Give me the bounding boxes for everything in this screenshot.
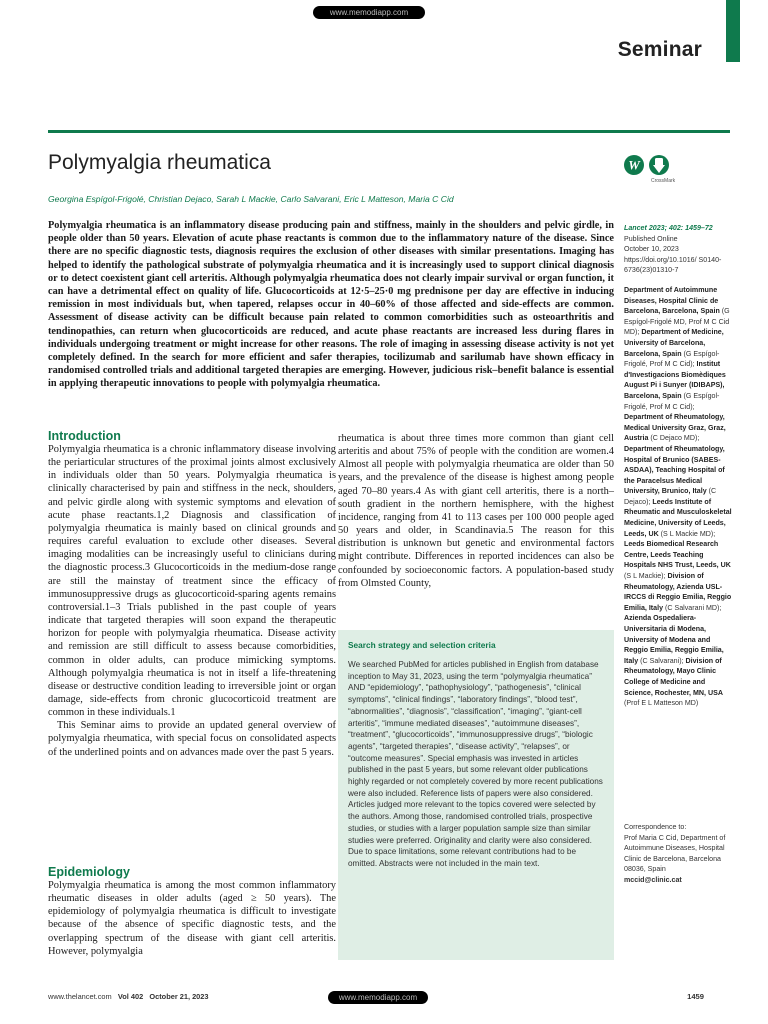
published-online-label: Published Online — [624, 234, 678, 243]
affiliation-name: Division of Rheumatology, Azienda USL-IRCCS di Reggio Emilia, Reggio Emilia, Italy — [624, 572, 732, 612]
article-icons — [622, 152, 676, 188]
affiliation-name: Department of Rheumatology, Hospital of Brunico (SABES-ASDAA), Teaching Hospital of the Paracelsus Medical University, Brunico, Italy — [624, 444, 725, 496]
citation-block — [624, 223, 734, 276]
affiliation-people: (G Espígol-Frigolé MD, Prof M C Cid MD); — [624, 307, 730, 337]
published-date: October 10, 2023 — [624, 245, 679, 254]
introduction-paragraph: Polymyalgia rheumatica is a chronic inflammatory disease involving the periarticular structures of the proximal joints almost exclusively in individuals older than 50 years. Polymyalgia rheumatica is clinically characterised by pain and stiffness in the neck, shoulders, and pelvic girdle along with systemic symptoms and elevation of acute phase reactants.1,2 Diagnosis and classification of polymyalgia rheumatica is mainly based on clinical grounds and requires careful evaluation to exclude other diseases. Several imaging modalities can be increasingly useful to clinicians during the diagnostic process.3 Glucocorticoids in the medium-dose range are still the mainstay of treatment since the efficacy of immunosuppressive drugs as glucocorticoid-sparing agents remains controversial.1–3 Trials published in the past couple of years indicate that targeted therapies will soon expand the therapeutic horizon for people with polymyalgia rheumatica. Disease activity and remission are still difficult to assess because comorbidities, common in older adults, can produce mimicking symptoms. Although polymyalgia rheumatica is not in itself a life-threatening disease or destructive condition leading to irreversible joint or organ damage, side-effects from chronic glucocorticoid treatment are common in these individuals.1 — [48, 444, 336, 719]
section-label: Seminar — [617, 38, 702, 61]
search-strategy-box — [338, 630, 614, 960]
correspondence-address: Prof Maria C Cid, Department of Autoimmune Diseases, Hospital Clinic de Barcelona, Barcelona 08036, Spain — [624, 833, 726, 874]
watermark-top: www.memodiapp.com — [313, 6, 425, 19]
epidemiology-section — [48, 865, 336, 958]
search-strategy-text: We searched PubMed for articles published in English from database inception to May 31, 2023, using the term “polymyalgia rheumatica” AND “epidemiology”, “pathophysiology”, “pathogenesis”, “clinical symptoms”, “clinical findings”, “laboratory findings”, “blood test”, “abnormalities”, “diagnosis”, “classification”, “imaging”, “giant-cell arteritis”, “immune mediated diseases”, “autoimmune diseases”, “treatment”, “glucocorticoids”, “immunosuppressive drugs”, “biologic agents”, “targeted therapies”, “disease activity”, “relapses”, or “outcome measures”. Special emphasis was invested in articles published in the past 5 years, but some relevant older publications highly regarded or not completely covered by more recent publications were also included. Reference lists of papers were also considered. Articles judged more relevant to the topics covered were selected by the authors. Among those, randomised controlled trials, prospective studies, or studies with a larger population sample size than similar studies were preferred. Originality and clarity were also considered. Due to space limitations, some relevant contributions had to be omitted. Abstracts were not included in the main text. — [348, 660, 603, 868]
affiliation-people: (Prof E L Matteson MD) — [624, 699, 699, 708]
affiliation-name: Leeds Biomedical Research Centre, Leeds Teaching Hospitals NHS Trust, Leeds, UK — [624, 540, 731, 570]
affiliation-name: Department of Medicine, University of Barcelona, Barcelona, Spain — [624, 328, 724, 358]
footer-volume: Vol 402 — [117, 992, 144, 1001]
citation-reference: Lancet 2023; 402: 1459–72 — [624, 224, 713, 232]
affiliation-people: (S L Mackie); — [624, 572, 668, 581]
affiliation-name: Division of Rheumatology, Mayo Clinic College of Medicine and Science, Rochester, MN, USA — [624, 656, 723, 697]
correspondence-label: Correspondence to: — [624, 823, 687, 831]
epidemiology-paragraph: Polymyalgia rheumatica is among the most common inflammatory rheumatic diseases in older adults (aged ≥ 50 years). The epidemiology of polymyalgia rheumatica is difficult to investigate because of the absence of specific diagnostic tests, and the overlapping spectrum of the disease with giant cell arteritis. However, polymyalgia — [48, 880, 336, 957]
doi-link[interactable]: https://doi.org/10.1016/ S0140-6736(23)01310-7 — [624, 255, 722, 275]
crossmark-label: CrossMark — [651, 178, 676, 184]
header-rule — [48, 130, 730, 133]
footer-site[interactable]: www.thelancet.com — [48, 992, 112, 1001]
affiliation-people: (S L Mackie MD); — [658, 529, 716, 538]
introduction-section — [48, 429, 336, 759]
affiliation-people: (C Salvarani MD); — [663, 603, 722, 612]
svg-text:W: W — [628, 157, 640, 173]
search-strategy-title: Search strategy and selection criteria — [348, 640, 496, 650]
abstract: Polymyalgia rheumatica is an inflammatory disease producing pain and stiffness, mainly in the shoulders and pelvic girdle, in people older than 50 years. Elevation of acute phase reactants is common due to the inflammatory nature of the disease. Since there are no specific diagnostic tests, diagnosis requires the exclusion of other diseases with similar presentations. Imaging has helped to identify the pathological substrate of polymyalgia rheumatica and it is increasingly used to support clinical diagnosis or to detect coexistent giant cell arteritis. Although polymyalgia rheumatica does not clearly impair survival or organ function, it can have a detrimental effect on quality of life. Glucocorticoids at 12·5–25·0 mg prednisone per day are effective in inducing remission in most individuals but, when tapered, relapses occur in 40–60% of those affected and side-effects are common. Assessment of disease activity can be difficult because pain related to common comorbidities such as osteoarthritis and tendinopathies, can return when glucocorticoids are reduced, and acute phase reactants are increased less during flares in individuals undergoing treatment or might increase for other reasons. The role of imaging in assessing disease activity is not yet completely defined. In the search for more efficient and safer therapies, tocilizumab and sarilumab have shown efficacy in randomised controlled trials and additional targeted therapies are emerging. However, judicious risk–benefit balance is essential in applying therapeutic innovations to people with polymyalgia rheumatica. — [48, 220, 614, 390]
journal-accent-bar — [726, 0, 740, 62]
footer — [48, 992, 209, 1001]
page-number: 1459 — [687, 992, 704, 1001]
affiliation-people: (G Espígol-Frigolé, Prof M C Cid); — [624, 349, 720, 369]
correspondence — [624, 822, 734, 886]
affiliation-people: (C Dejaco MD); — [648, 434, 700, 443]
correspondence-email[interactable]: mccid@clinic.cat — [624, 875, 682, 884]
affiliation-people: (G Espígol-Frigolé, Prof M C Cid); — [624, 391, 720, 411]
affiliation-name: Department of Rheumatology, Medical University Graz, Graz, Austria — [624, 413, 726, 443]
affiliation-name: Leeds Institute of Rheumatic and Musculoskeletal Medicine, University of Leeds, Leeds, UK — [624, 497, 732, 538]
author-list: Georgina Espígol-Frigolé, Christian Dejaco, Sarah L Mackie, Carlo Salvarani, Eric L Matteson, Maria C Cid — [48, 194, 454, 204]
column2-paragraph: rheumatica is about three times more common than giant cell arteritis and about 75% of people with the condition are women.4 Almost all people with polymyalgia rheumatica are older than 50 years, and the prevalence of the disease is highest among people aged 70–80 years.4 As with giant cell arteritis, there is a north–south gradient in the northern hemisphere, with the highest incidence, ranging from 41 to 113 cases per 100 000 people aged 50 years and older, in Scandinavia.5 The reason for this distribution is unknown but genetic and environmental factors might contribute. Differences in reported incidences can also be confounded by socioeconomic factors. A population-based study from Olmsted County, — [338, 433, 614, 589]
watermark-bottom: www.memodiapp.com — [328, 991, 428, 1004]
footer-date: October 21, 2023 — [149, 992, 209, 1001]
affiliation-people: (C Dejaco); — [624, 487, 717, 506]
affiliation-name: Institut d'Investigacions Biomèdiques August Pi i Sunyer (IDIBAPS), Barcelona, Spain — [624, 360, 726, 400]
affiliations — [624, 285, 734, 709]
introduction-heading: Introduction — [48, 429, 121, 443]
affiliation-name: Department of Autoimmune Diseases, Hospital Clinic de Barcelona, Barcelona, Spain — [624, 286, 720, 316]
affiliation-name: Azienda Ospedaliera-Universitaria di Modena, University of Modena and Reggio Emilia, Reggio Emilia, Italy — [624, 614, 724, 665]
epidemiology-heading: Epidemiology — [48, 865, 130, 879]
introduction-paragraph: This Seminar aims to provide an updated general overview of polymyalgia rheumatica, with special focus on consolidated aspects of the underlined points and on advances made over the past 5 years. — [48, 720, 336, 758]
article-title: Polymyalgia rheumatica — [48, 151, 271, 174]
affiliation-people: (C Salvarani); — [638, 656, 686, 665]
